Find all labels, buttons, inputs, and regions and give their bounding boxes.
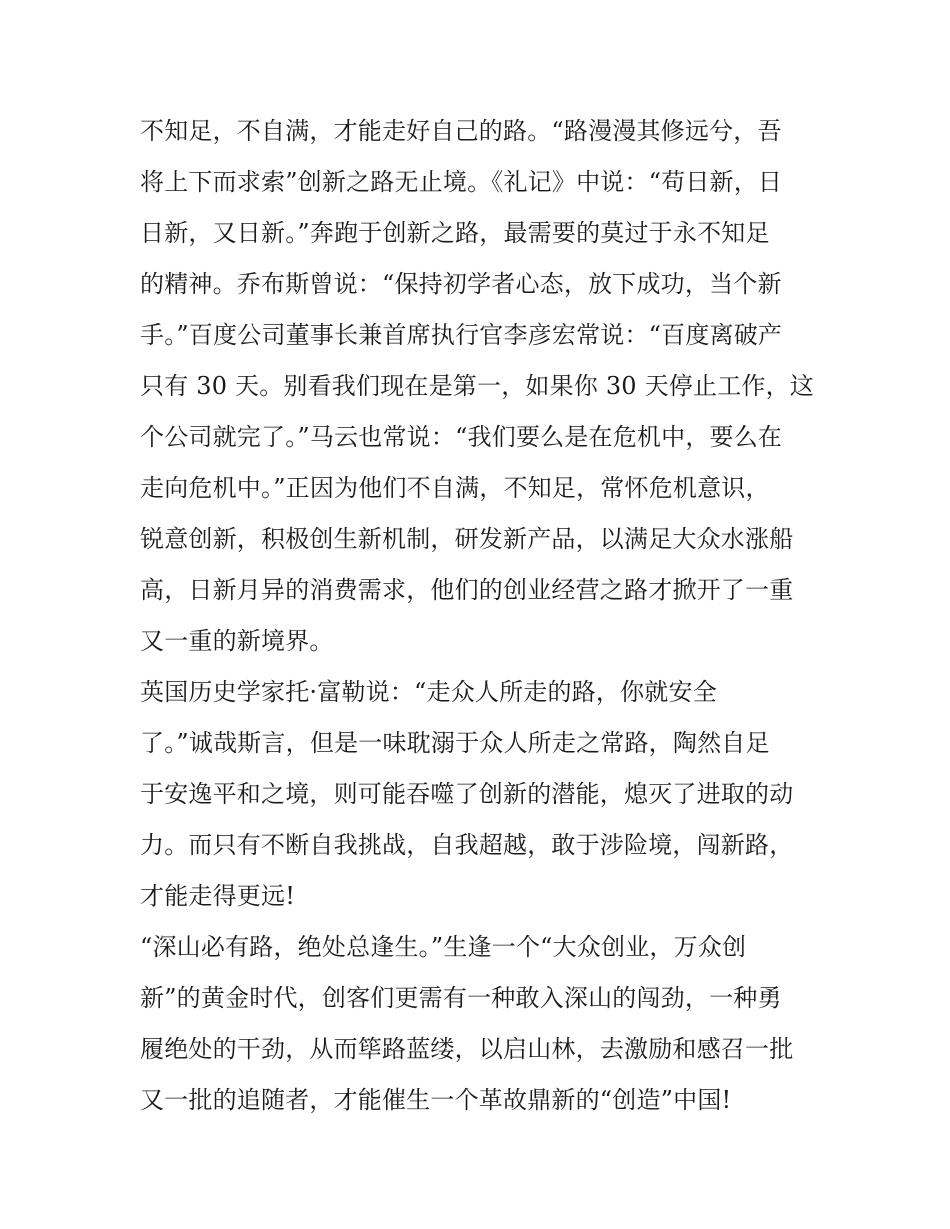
text-line: 于安逸平和之境，则可能吞噬了创新的潜能，熄灭了进取的动 xyxy=(140,780,794,808)
text-line: 了。”诚哉斯言，但是一味耽溺于众人所走之常路，陶然自足 xyxy=(140,729,770,757)
text-line: 履绝处的干劲，从而筚路蓝缕，以启山林，去激励和感召一批 xyxy=(140,1035,794,1063)
text-line: 又一重的新境界。 xyxy=(140,627,334,655)
text-line: 日新，又日新。”奔跑于创新之路，最需要的莫过于永不知足 xyxy=(140,219,770,247)
text-line: 英国历史学家托·富勒说：“走众人所走的路，你就安全 xyxy=(140,678,717,706)
text-line: 不知足，不自满，才能走好自己的路。“路漫漫其修远兮，吾 xyxy=(140,117,782,145)
text-line: 个公司就完了。”马云也常说：“我们要么是在危机中，要么在 xyxy=(140,423,783,451)
text-line: 手。”百度公司董事长兼首席执行官李彦宏常说：“百度离破产 xyxy=(140,321,783,349)
text-line: 走向危机中。”正因为他们不自满，不知足，常怀危机意识， xyxy=(140,474,770,502)
text-line: 的精神。乔布斯曾说：“保持初学者心态，放下成功，当个新 xyxy=(140,270,782,298)
text-line: 只有 30 天。别看我们现在是第一，如果你 30 天停止工作，这 xyxy=(140,372,814,400)
text-line: 高，日新月异的消费需求，他们的创业经营之路才掀开了一重 xyxy=(140,576,794,604)
text-line: 锐意创新，积极创生新机制，研发新产品，以满足大众水涨船 xyxy=(140,525,794,553)
body-text xyxy=(140,106,830,1126)
text-line: 又一批的追随者，才能催生一个革故鼎新的“创造”中国! xyxy=(140,1086,732,1114)
text-line: 才能走得更远! xyxy=(140,882,296,910)
text-line: 力。而只有不断自我挑战，自我超越，敢于涉险境，闯新路， xyxy=(140,831,794,859)
text-line: “深山必有路，绝处总逢生。”生逢一个“大众创业，万众创 xyxy=(140,933,747,961)
text-line: 将上下而求索”创新之路无止境。《礼记》中说：“苟日新，日 xyxy=(140,168,783,196)
text-line: 新”的黄金时代，创客们更需有一种敢入深山的闯劲，一种勇 xyxy=(140,984,782,1012)
